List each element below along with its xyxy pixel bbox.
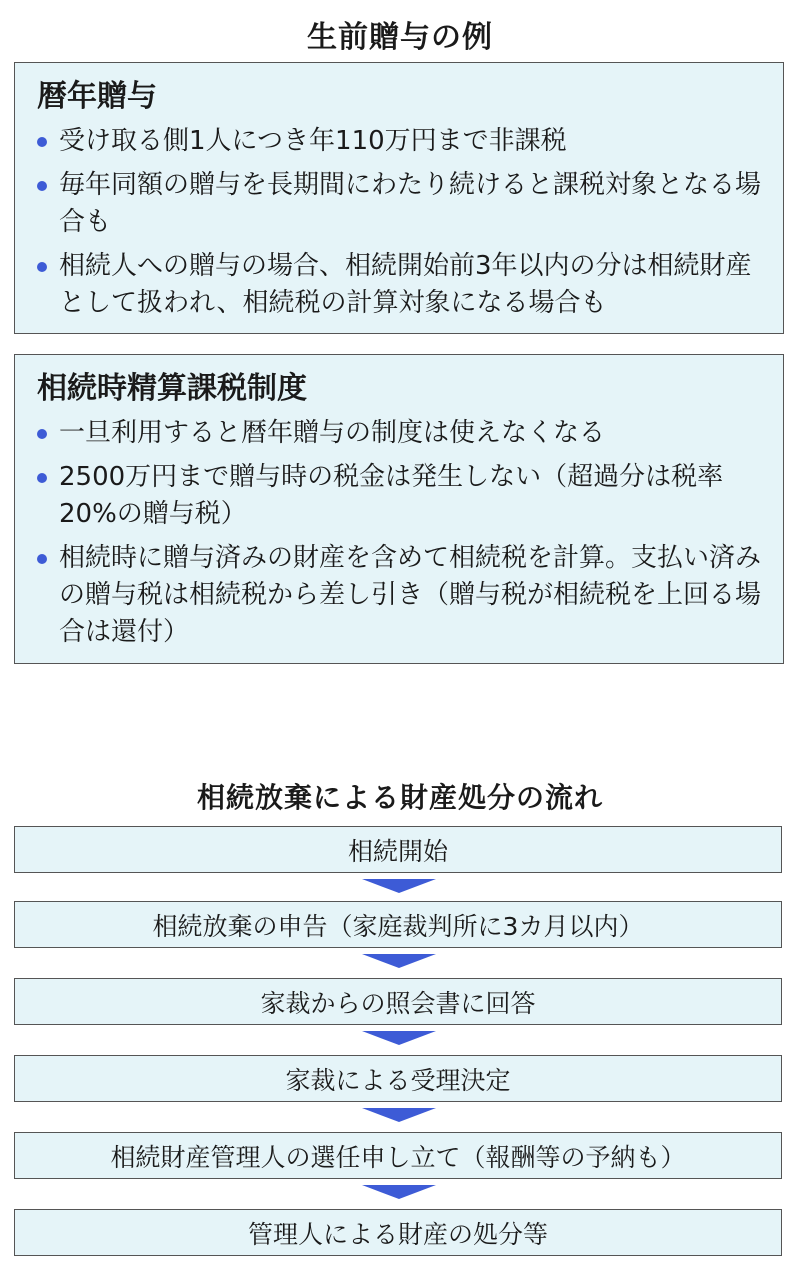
down-arrow-icon (362, 1108, 436, 1122)
bullet-icon (37, 262, 47, 272)
flow-step-1: 相続開始 (14, 826, 782, 873)
list-item: 毎年同額の贈与を長期間にわたり続けると課税対象となる場合も (37, 167, 767, 241)
flow-step-4: 家裁による受理決定 (14, 1055, 782, 1102)
bullet-icon (37, 554, 47, 564)
bullet-icon (37, 181, 47, 191)
list-item: 2500万円まで贈与時の税金は発生しない（超過分は税率20%の贈与税） (37, 459, 767, 533)
bullet-icon (37, 429, 47, 439)
calendar-year-gift-list (37, 123, 767, 322)
flow-step-2: 相続放棄の申告（家庭裁判所に3カ月以内） (14, 901, 782, 948)
bullet-icon (37, 137, 47, 147)
list-item: 相続時に贈与済みの財産を含めて相続税を計算。支払い済みの贈与税は相続税から差し引き（贈与税が相続税を上回る場合は還付） (37, 540, 767, 651)
calendar-year-gift-heading: 暦年贈与 (37, 79, 157, 114)
gift-examples-title: 生前贈与の例 (307, 20, 493, 55)
down-arrow-icon (362, 1185, 436, 1199)
list-item: 相続人への贈与の場合、相続開始前3年以内の分は相続財産として扱われ、相続税の計算対象になる場合も (37, 248, 767, 322)
down-arrow-icon (362, 954, 436, 968)
flow-step-6: 管理人による財産の処分等 (14, 1209, 782, 1256)
calendar-year-gift-box (14, 62, 784, 334)
renunciation-flow-title: 相続放棄による財産処分の流れ (196, 781, 603, 814)
down-arrow-icon (362, 1031, 436, 1045)
settlement-tax-box (14, 354, 784, 664)
settlement-tax-heading: 相続時精算課税制度 (37, 371, 307, 406)
flow-step-3: 家裁からの照会書に回答 (14, 978, 782, 1025)
list-item: 受け取る側1人につき年110万円まで非課税 (37, 123, 767, 160)
down-arrow-icon (362, 879, 436, 893)
list-item: 一旦利用すると暦年贈与の制度は使えなくなる (37, 415, 767, 452)
flow-step-5: 相続財産管理人の選任申し立て（報酬等の予納も） (14, 1132, 782, 1179)
settlement-tax-list (37, 415, 767, 651)
bullet-icon (37, 473, 47, 483)
